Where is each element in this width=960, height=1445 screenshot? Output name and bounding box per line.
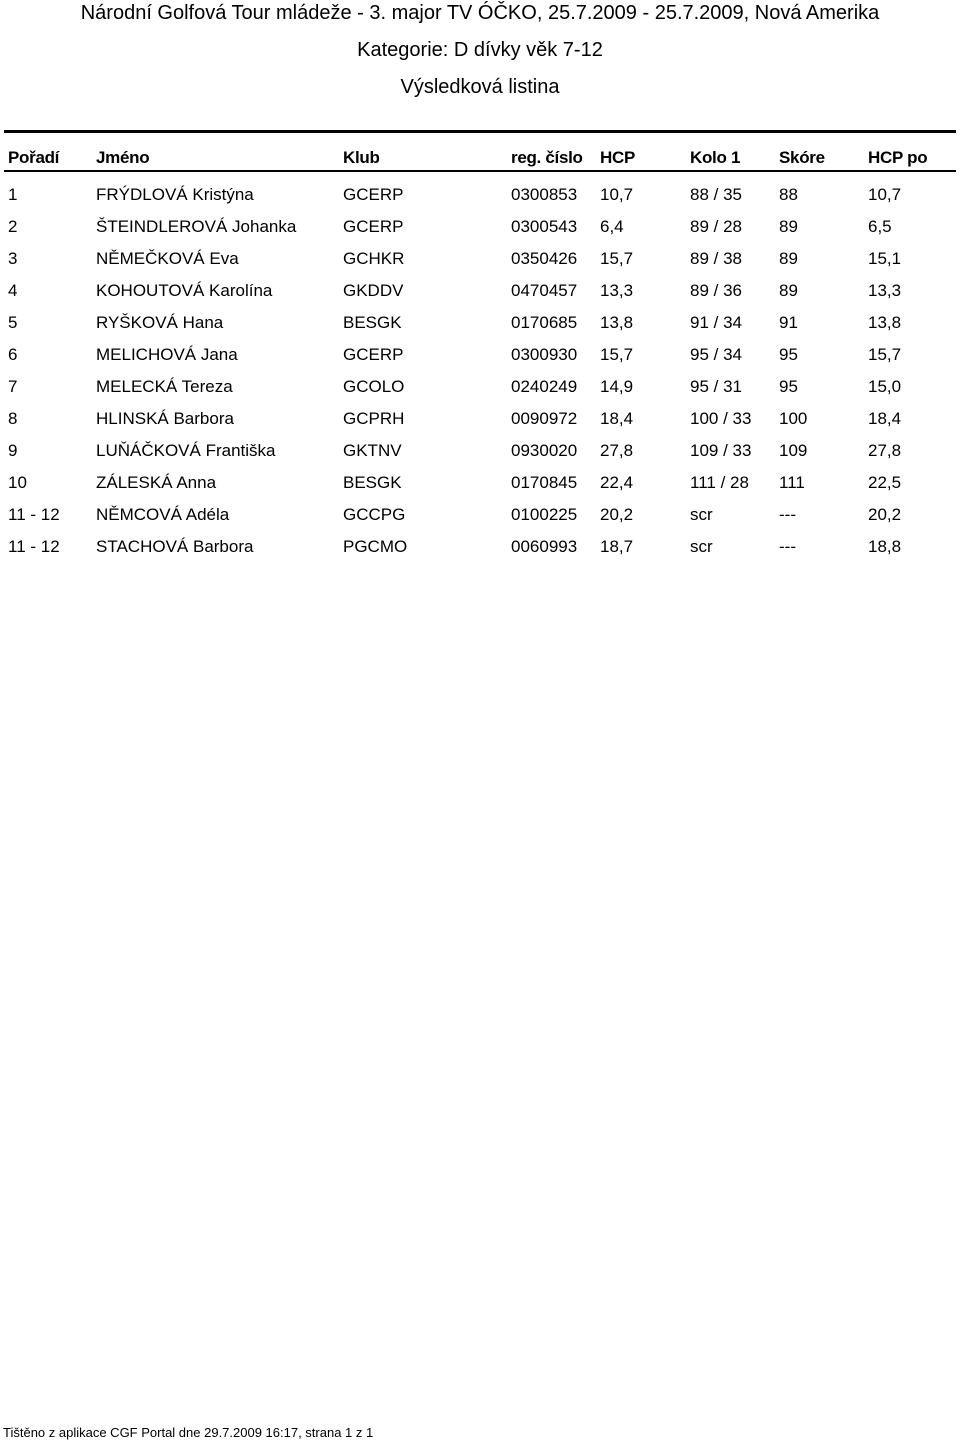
name-cell: NĚMEČKOVÁ Eva — [96, 249, 239, 268]
table-header — [0, 146, 960, 170]
reg-number-cell: 0470457 — [511, 281, 578, 300]
name-cell: ZÁLESKÁ Anna — [96, 473, 217, 492]
club-cell: GKDDV — [343, 281, 404, 300]
reg-number-cell: 0300930 — [511, 345, 578, 364]
club-cell: BESGK — [343, 313, 402, 332]
hcp-after-cell: 13,8 — [868, 313, 902, 332]
header-round-1: Kolo 1 — [690, 148, 741, 167]
rank-cell: 7 — [8, 377, 18, 396]
round-1-cell: 100 / 33 — [690, 409, 752, 428]
rank-cell: 6 — [8, 345, 18, 364]
score-cell: 111 — [779, 473, 805, 492]
hcp-after-cell: 18,4 — [868, 409, 902, 428]
score-cell: 89 — [779, 249, 798, 268]
round-1-cell: 95 / 34 — [690, 345, 742, 364]
score-cell: 95 — [779, 345, 798, 364]
name-cell: HLINSKÁ Barbora — [96, 409, 234, 428]
rank-cell: 9 — [8, 441, 18, 460]
rank-cell: 11 - 12 — [8, 537, 60, 556]
round-1-cell: 111 / 28 — [690, 473, 749, 492]
rank-cell: 4 — [8, 281, 18, 300]
club-cell: GCERP — [343, 217, 404, 236]
club-cell: GCERP — [343, 185, 404, 204]
hcp-cell: 13,8 — [600, 313, 634, 332]
score-cell: --- — [779, 505, 796, 524]
table-row — [0, 503, 960, 527]
hcp-cell: 20,2 — [600, 505, 634, 524]
hcp-after-cell: 15,0 — [868, 377, 902, 396]
table-row — [0, 535, 960, 559]
reg-number-cell: 0350426 — [511, 249, 578, 268]
table-row — [0, 279, 960, 303]
hcp-after-cell: 22,5 — [868, 473, 902, 492]
score-cell: 100 — [779, 409, 808, 428]
top-divider — [4, 130, 956, 133]
hcp-cell: 13,3 — [600, 281, 634, 300]
results-list-title: Výsledková listina — [400, 76, 560, 98]
hcp-cell: 6,4 — [600, 217, 624, 236]
hcp-cell: 15,7 — [600, 249, 634, 268]
header-hcp: HCP — [600, 148, 635, 167]
round-1-cell: 88 / 35 — [690, 185, 742, 204]
reg-number-cell: 0060993 — [511, 537, 578, 556]
hcp-after-cell: 20,2 — [868, 505, 902, 524]
header-reg-number: reg. číslo — [511, 148, 583, 167]
score-cell: 109 — [779, 441, 808, 460]
round-1-cell: 89 / 38 — [690, 249, 742, 268]
hcp-cell: 22,4 — [600, 473, 634, 492]
hcp-cell: 18,4 — [600, 409, 634, 428]
rank-cell: 2 — [8, 217, 18, 236]
reg-number-cell: 0240249 — [511, 377, 578, 396]
name-cell: RYŠKOVÁ Hana — [96, 313, 224, 332]
name-cell: STACHOVÁ Barbora — [96, 537, 254, 556]
club-cell: GCHKR — [343, 249, 405, 268]
hcp-cell: 27,8 — [600, 441, 634, 460]
header-divider — [4, 170, 956, 172]
table-row — [0, 343, 960, 367]
score-cell: 91 — [779, 313, 798, 332]
header-rank: Pořadí — [8, 148, 60, 167]
table-row — [0, 311, 960, 335]
round-1-cell: scr — [690, 505, 713, 524]
table-row — [0, 439, 960, 463]
round-1-cell: 109 / 33 — [690, 441, 752, 460]
score-cell: --- — [779, 537, 796, 556]
rank-cell: 1 — [8, 185, 18, 204]
name-cell: NĚMCOVÁ Adéla — [96, 505, 230, 524]
rank-cell: 5 — [8, 313, 18, 332]
hcp-cell: 18,7 — [600, 537, 634, 556]
reg-number-cell: 0100225 — [511, 505, 578, 524]
rank-cell: 10 — [8, 473, 27, 492]
hcp-after-cell: 15,1 — [868, 249, 902, 268]
reg-number-cell: 0300543 — [511, 217, 578, 236]
round-1-cell: 89 / 28 — [690, 217, 742, 236]
score-cell: 89 — [779, 217, 798, 236]
name-cell: ŠTEINDLEROVÁ Johanka — [96, 217, 297, 236]
category-title: Kategorie: D dívky věk 7-12 — [357, 39, 603, 61]
reg-number-cell: 0300853 — [511, 185, 578, 204]
hcp-after-cell: 15,7 — [868, 345, 902, 364]
round-1-cell: 89 / 36 — [690, 281, 742, 300]
club-cell: PGCMO — [343, 537, 408, 556]
round-1-cell: 91 / 34 — [690, 313, 742, 332]
header-name: Jméno — [96, 148, 150, 167]
name-cell: MELECKÁ Tereza — [96, 377, 233, 396]
club-cell: GKTNV — [343, 441, 402, 460]
table-row — [0, 375, 960, 399]
hcp-cell: 14,9 — [600, 377, 634, 396]
round-1-cell: 95 / 31 — [690, 377, 742, 396]
table-row — [0, 183, 960, 207]
hcp-after-cell: 27,8 — [868, 441, 902, 460]
header-hcp-after: HCP po — [868, 148, 928, 167]
reg-number-cell: 0930020 — [511, 441, 578, 460]
table-row — [0, 407, 960, 431]
score-cell: 95 — [779, 377, 798, 396]
header-score: Skóre — [779, 148, 825, 167]
club-cell: GCOLO — [343, 377, 405, 396]
rank-cell: 11 - 12 — [8, 505, 60, 524]
table-row — [0, 215, 960, 239]
hcp-cell: 10,7 — [600, 185, 634, 204]
club-cell: GCERP — [343, 345, 404, 364]
club-cell: BESGK — [343, 473, 402, 492]
score-cell: 89 — [779, 281, 798, 300]
club-cell: GCPRH — [343, 409, 405, 428]
name-cell: LUŇÁČKOVÁ Františka — [96, 441, 276, 460]
name-cell: KOHOUTOVÁ Karolína — [96, 281, 273, 300]
table-row — [0, 471, 960, 495]
hcp-after-cell: 18,8 — [868, 537, 902, 556]
print-footer: Tištěno z aplikace CGF Portal dne 29.7.2009 16:17, strana 1 z 1 — [3, 1425, 374, 1440]
reg-number-cell: 0090972 — [511, 409, 578, 428]
round-1-cell: scr — [690, 537, 713, 556]
rank-cell: 8 — [8, 409, 18, 428]
hcp-cell: 15,7 — [600, 345, 634, 364]
club-cell: GCCPG — [343, 505, 406, 524]
rank-cell: 3 — [8, 249, 18, 268]
document-title: Národní Golfová Tour mládeže - 3. major TV ÓČKO, 25.7.2009 - 25.7.2009, Nová Amerika — [80, 2, 880, 24]
score-cell: 88 — [779, 185, 798, 204]
reg-number-cell: 0170685 — [511, 313, 578, 332]
hcp-after-cell: 13,3 — [868, 281, 902, 300]
name-cell: MELICHOVÁ Jana — [96, 345, 238, 364]
reg-number-cell: 0170845 — [511, 473, 578, 492]
hcp-after-cell: 10,7 — [868, 185, 902, 204]
hcp-after-cell: 6,5 — [868, 217, 892, 236]
header-club: Klub — [343, 148, 380, 167]
name-cell: FRÝDLOVÁ Kristýna — [96, 185, 254, 204]
table-row — [0, 247, 960, 271]
